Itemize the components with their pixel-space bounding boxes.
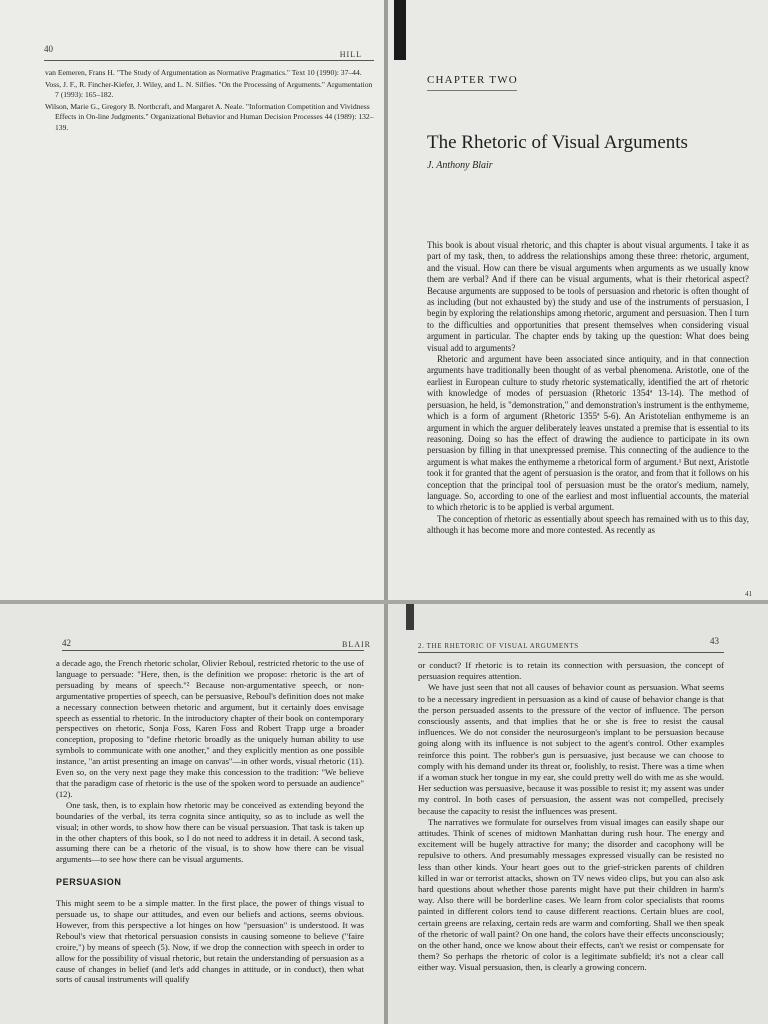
spread-divider [0, 600, 768, 604]
reference-entry: Voss, J. F., R. Fincher-Kiefer, J. Wiley, and L. N. Silfies. "On the Processing of Arguments." Argumentation 7 (1993): 165–182. [45, 79, 373, 99]
header-rule [418, 652, 724, 653]
body-paragraph: Rhetoric and argument have been associated since antiquity, and in that connection arguments have traditionally been thought of as verbal phenomena. Aristotle, one of the earliest in European culture to study rhetoric systematically, identified the art of rhetoric with knowledge of modes of persuasion (Rhetoric 1354ª 13-14). The method of persuasion, he held, is "demonstration," and demonstration's instrument is the enthymeme, which is a form of argument (Rhetoric 1355ª 5-6). An Aristotelian enthymeme is an argument in which the arguer deliberately leaves unstated a premise that is essential to its reasoning. Doing so has the effect of drawing the audience to participate in its own persuasion by filling in that unexpressed premise. This connecting of the audience to the argument is what makes the enthymeme a rhetorical form of argument.¹ But next, Aristotle took it for granted that the agent of persuasion is the orator, and from that it follows on his conception that the principal tool of persuasion must be the orator's medium, namely, language. So, according to one of the earliest and most influential accounts, the material to which rhetoric is to be applied is verbal argument. [427, 354, 749, 513]
chapter-body [427, 240, 749, 537]
running-head: 2. THE RHETORIC OF VISUAL ARGUMENTS [418, 642, 579, 650]
page-43 [388, 604, 768, 1024]
chapter-rule [427, 90, 517, 91]
page-number: 42 [62, 638, 71, 648]
body-paragraph: The narratives we formulate for ourselves from visual images can easily shape our attitudes. Think of scenes of midtown Manhattan during rush hour. The energy and excitement will be hugely attractive for many; the disorder and cacophony will be repulsive to others. And presumably messages expressed visually can be resisted no less than other kinds. Your heart goes out to the grief-stricken parents of children killed in war or terrorist attacks, shown on TV news video clips, but you can also ask hard questions about whether those parents might have put their children in harm's way. Also there will be borderline cases. We learn from color specialists that rooms painted in different colors tend to cause different reactions. Certain blues are cool, certain greens are relaxing, certain reds are warm and comforting. Shall we then speak of the rhetoric of wall paint? On one hand, the colors have their effects unconsciously; on the other hand, once we know about their effects, can't we resist or compensate for them? So perhaps the rhetoric of color is a legitimate subfield; it's not a clear call either way. Visual persuasion, then, is clearly a growing concern. [418, 816, 724, 973]
page-body [56, 658, 364, 985]
running-head: BLAIR [342, 640, 371, 649]
page-number: 43 [710, 636, 719, 646]
reference-entry: Wilson, Marie G., Gregory B. Northcraft, and Margaret A. Neale. "Information Competition and Vividness Effects in On-line Judgments." Organizational Behavior and Human Decision Processes 44 (1989): 132–139. [45, 101, 374, 132]
header-rule [62, 650, 364, 651]
page-body [418, 660, 724, 974]
header-rule [44, 60, 374, 61]
chapter-title: The Rhetoric of Visual Arguments [427, 132, 688, 153]
page-42 [0, 604, 384, 1024]
binding-shadow [406, 604, 414, 630]
chapter-author: J. Anthony Blair [427, 160, 493, 171]
chapter-label: CHAPTER TWO [427, 74, 518, 86]
binding-shadow [394, 0, 406, 60]
body-paragraph: The conception of rhetoric as essentially about speech has remained with us to this day, although it has become more and more contested. As recently as [427, 513, 749, 536]
body-paragraph: a decade ago, the French rhetoric scholar, Olivier Reboul, restricted rhetoric to the use of language to persuade: "Here, then, is the definition we propose: rhetoric is the art of persuading by means of speech."² Because non-argumentative speech, or non-argumentative properties of speech, can be persuasive, Reboul's definition does not make a necessary connection between rhetoric and argument, but it certainly does envisage speech as essential to rhetoric. In the introductory chapter of their book on contemporary perspectives on rhetoric, Sonja Foss, Karen Foss and Robert Trapp urge a broader conception, proposing to "define rhetoric broadly as the uniquely human ability to use symbols to communicate with one another," and they explicitly mention as one possible instance, "an artist presenting an image on canvas"—in other words, visual rhetoric (11). Even so, on the very next page they make this concession to the tradition: "We believe that the paradigm case of rhetoric is the use of the spoken word to persuade an audience" (12). [56, 658, 364, 799]
page-41 [388, 0, 768, 600]
running-head: HILL [339, 50, 362, 59]
page-number: 40 [44, 44, 53, 54]
body-paragraph: This book is about visual rhetoric, and this chapter is about visual arguments. I take it as part of my task, then, to address the relationships among these three: rhetoric, argument, and the visual. How can there be visual arguments when arguments as we usually know them are verbal? And if there can be visual arguments, what is their rhetorical aspect? Because arguments are supposed to be tools of persuasion and rhetoric is often thought of as including (but not exhausted by) the study and use of the instruments of persuasion, I begin by exploring the relationships among rhetoric, argument and persuasion. Then I turn to the difficulties and opportunities that present themselves when considering visual argument in particular. The chapter ends by taking up the question: What does being visual add to arguments? [427, 240, 749, 353]
body-paragraph: This might seem to be a simple matter. In the first place, the power of things visual to persuade us, to shape our attitudes, and even our beliefs and actions, seems obvious. However, from this perspective a lot hinges on how "persuasion" is understood. It was Reboul's view that rhetorical persuasion consists in causing someone to believe ("faire croire,") by means of speech (5). Now, if we drop the connection with speech in order to allow for the possibility of visual rhetoric, but retain the understanding of persuasion as a cause of changes in belief (and let's add changes in attitude, or in conduct), then what sorts of causal instruments will qualify [56, 898, 364, 985]
page-number: 41 [745, 590, 752, 598]
section-heading: PERSUASION [56, 877, 122, 888]
reference-list [45, 68, 375, 134]
body-paragraph: We have just seen that not all causes of behavior count as persuasion. What seems to be a necessary ingredient in persuasion as a kind of cause of behavior change is that the person persuaded assents to the pressure of the vector of influence. The person consciously assents, and that implies that he or she is free to resist the causal influences. We do not consider the neurosurgeon's implant to be persuasion because going along with its influence is not subject to the agent's control. Other examples reinforce this point. The robber's gun is persuasive, just because we can choose to comply with his demand under its threat or, foolishly, to resist. There was a time when if a woman stuck her tongue in my ear, she could pretty well do with me as she would. Her seduction was persuasive, because it was possible to resist it; my assent was under my control. In both cases of persuasion, the assent was not compelled, precisely because the capacity to resist the influences was present. [418, 682, 724, 816]
body-paragraph: One task, then, is to explain how rhetoric may be conceived as extending beyond the boundaries of the verbal, its terra cognita since antiquity, so as to include as well the visual; in other words, to show how there can be visual persuasion. That task is taken up in the other chapters of this book, so I do not need to address it in detail. A second task, assuming there can be a rhetoric of the visual, is to show how there can be visual arguments—to see how there can be visual arguments. [56, 799, 364, 865]
center-gutter [384, 0, 388, 1024]
body-paragraph: or conduct? If rhetoric is to retain its connection with persuasion, the concept of persuasion requires attention. [418, 660, 724, 682]
page-40 [0, 0, 384, 600]
reference-entry: van Eemeren, Frans H. "The Study of Argumentation as Normative Pragmatics." Text 10 (1990): 37–44. [45, 68, 362, 77]
